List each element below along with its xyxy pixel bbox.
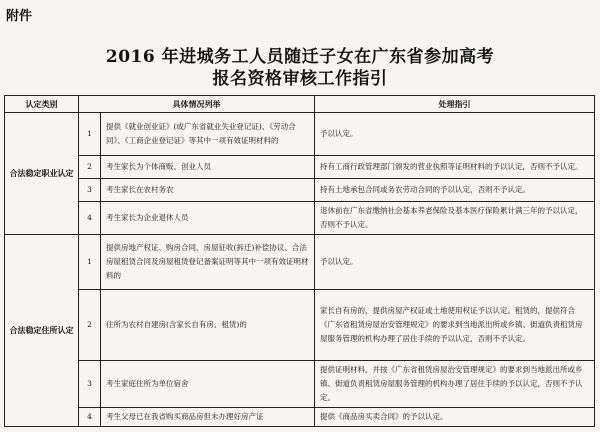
situation-cell: 考生家长在农村务农 — [101, 179, 315, 202]
guidance-cell: 持有土地承包合同或务农劳动合同的予以认定，否则不予认定。 — [315, 179, 595, 202]
table-row — [5, 361, 595, 408]
situation-cell: 提供房地产权证、购房合同、房屋征收(拆迁)补偿协议、合法房屋租赁合同及房屋租赁登记备案证明等其中一项有效证明材料的 — [101, 235, 315, 290]
row-number: 2 — [79, 156, 101, 179]
table-row — [5, 113, 595, 156]
category-cell: 合法稳定住所认定 — [5, 235, 79, 427]
situation-cell: 提供《就业创业证》(或广东省就业失业登记证)、《劳动合同》、《工商企业登记证》等其中一项有效证明材料的 — [101, 113, 315, 156]
row-number: 4 — [79, 408, 101, 427]
situation-cell: 考生家长为企业退休人员 — [101, 202, 315, 235]
situation-cell: 考生家长为个体商贩、创业人员 — [101, 156, 315, 179]
situation-cell: 住所为农村自建房(含家长自有房、租赁)的 — [101, 290, 315, 361]
situation-cell: 考生家庭住所为单位宿舍 — [101, 361, 315, 408]
table-row — [5, 290, 595, 361]
header-guidance: 处理指引 — [315, 96, 595, 113]
guidance-cell: 予以认定。 — [315, 113, 595, 156]
document-title-line2: 报名资格审核工作指引 — [212, 69, 388, 89]
row-number: 3 — [79, 361, 101, 408]
row-number: 2 — [79, 290, 101, 361]
table-row — [5, 156, 595, 179]
table-row — [5, 235, 595, 290]
guidance-cell: 提供《商品房买卖合同》的予以认定。 — [315, 408, 595, 427]
guidance-table — [4, 95, 595, 427]
guidance-cell: 退休前在广东省缴纳社会基本养老保险及基本医疗保险累计满三年的予以认定，否则不予认定。 — [315, 202, 595, 235]
row-number: 1 — [79, 113, 101, 156]
table-row — [5, 202, 595, 235]
table-row — [5, 179, 595, 202]
row-number: 1 — [79, 235, 101, 290]
guidance-cell: 予以认定。 — [315, 235, 595, 290]
header-category: 认定类别 — [5, 96, 79, 113]
guidance-cell: 持有工商行政管理部门颁发的营业执照等证明材料的予以认定，否则不予认定。 — [315, 156, 595, 179]
guidance-cell: 提供证明材料，并按《广东省租赁房屋治安管理规定》的要求到当地派出所或乡镇、街道负责租赁房屋服务管理的机构办理了居住手续的予以认定，否则不予认定。 — [315, 361, 595, 408]
category-cell: 合法稳定职业认定 — [5, 113, 79, 235]
attachment-label: 附件 — [6, 9, 33, 24]
header-situation: 具体情况列举 — [79, 96, 315, 113]
situation-cell: 考生父母已在我省购买商品房但未办理好房产证 — [101, 408, 315, 427]
row-number: 4 — [79, 202, 101, 235]
table-row — [5, 408, 595, 427]
guidance-cell: 家长自有房的，提供房屋产权证或土地使用权证予以认定。租赁的，提供符合《广东省租赁房屋治安管理规定》的要求到当地派出所或乡镇、街道负责租赁房屋服务管理的机构办理了居住手续的予以认定，否则不予认定。 — [315, 290, 595, 361]
document-title-line1: 2016 年进城务工人员随迁子女在广东省参加高考 — [105, 47, 495, 67]
row-number: 3 — [79, 179, 101, 202]
table-header-row — [5, 96, 595, 113]
